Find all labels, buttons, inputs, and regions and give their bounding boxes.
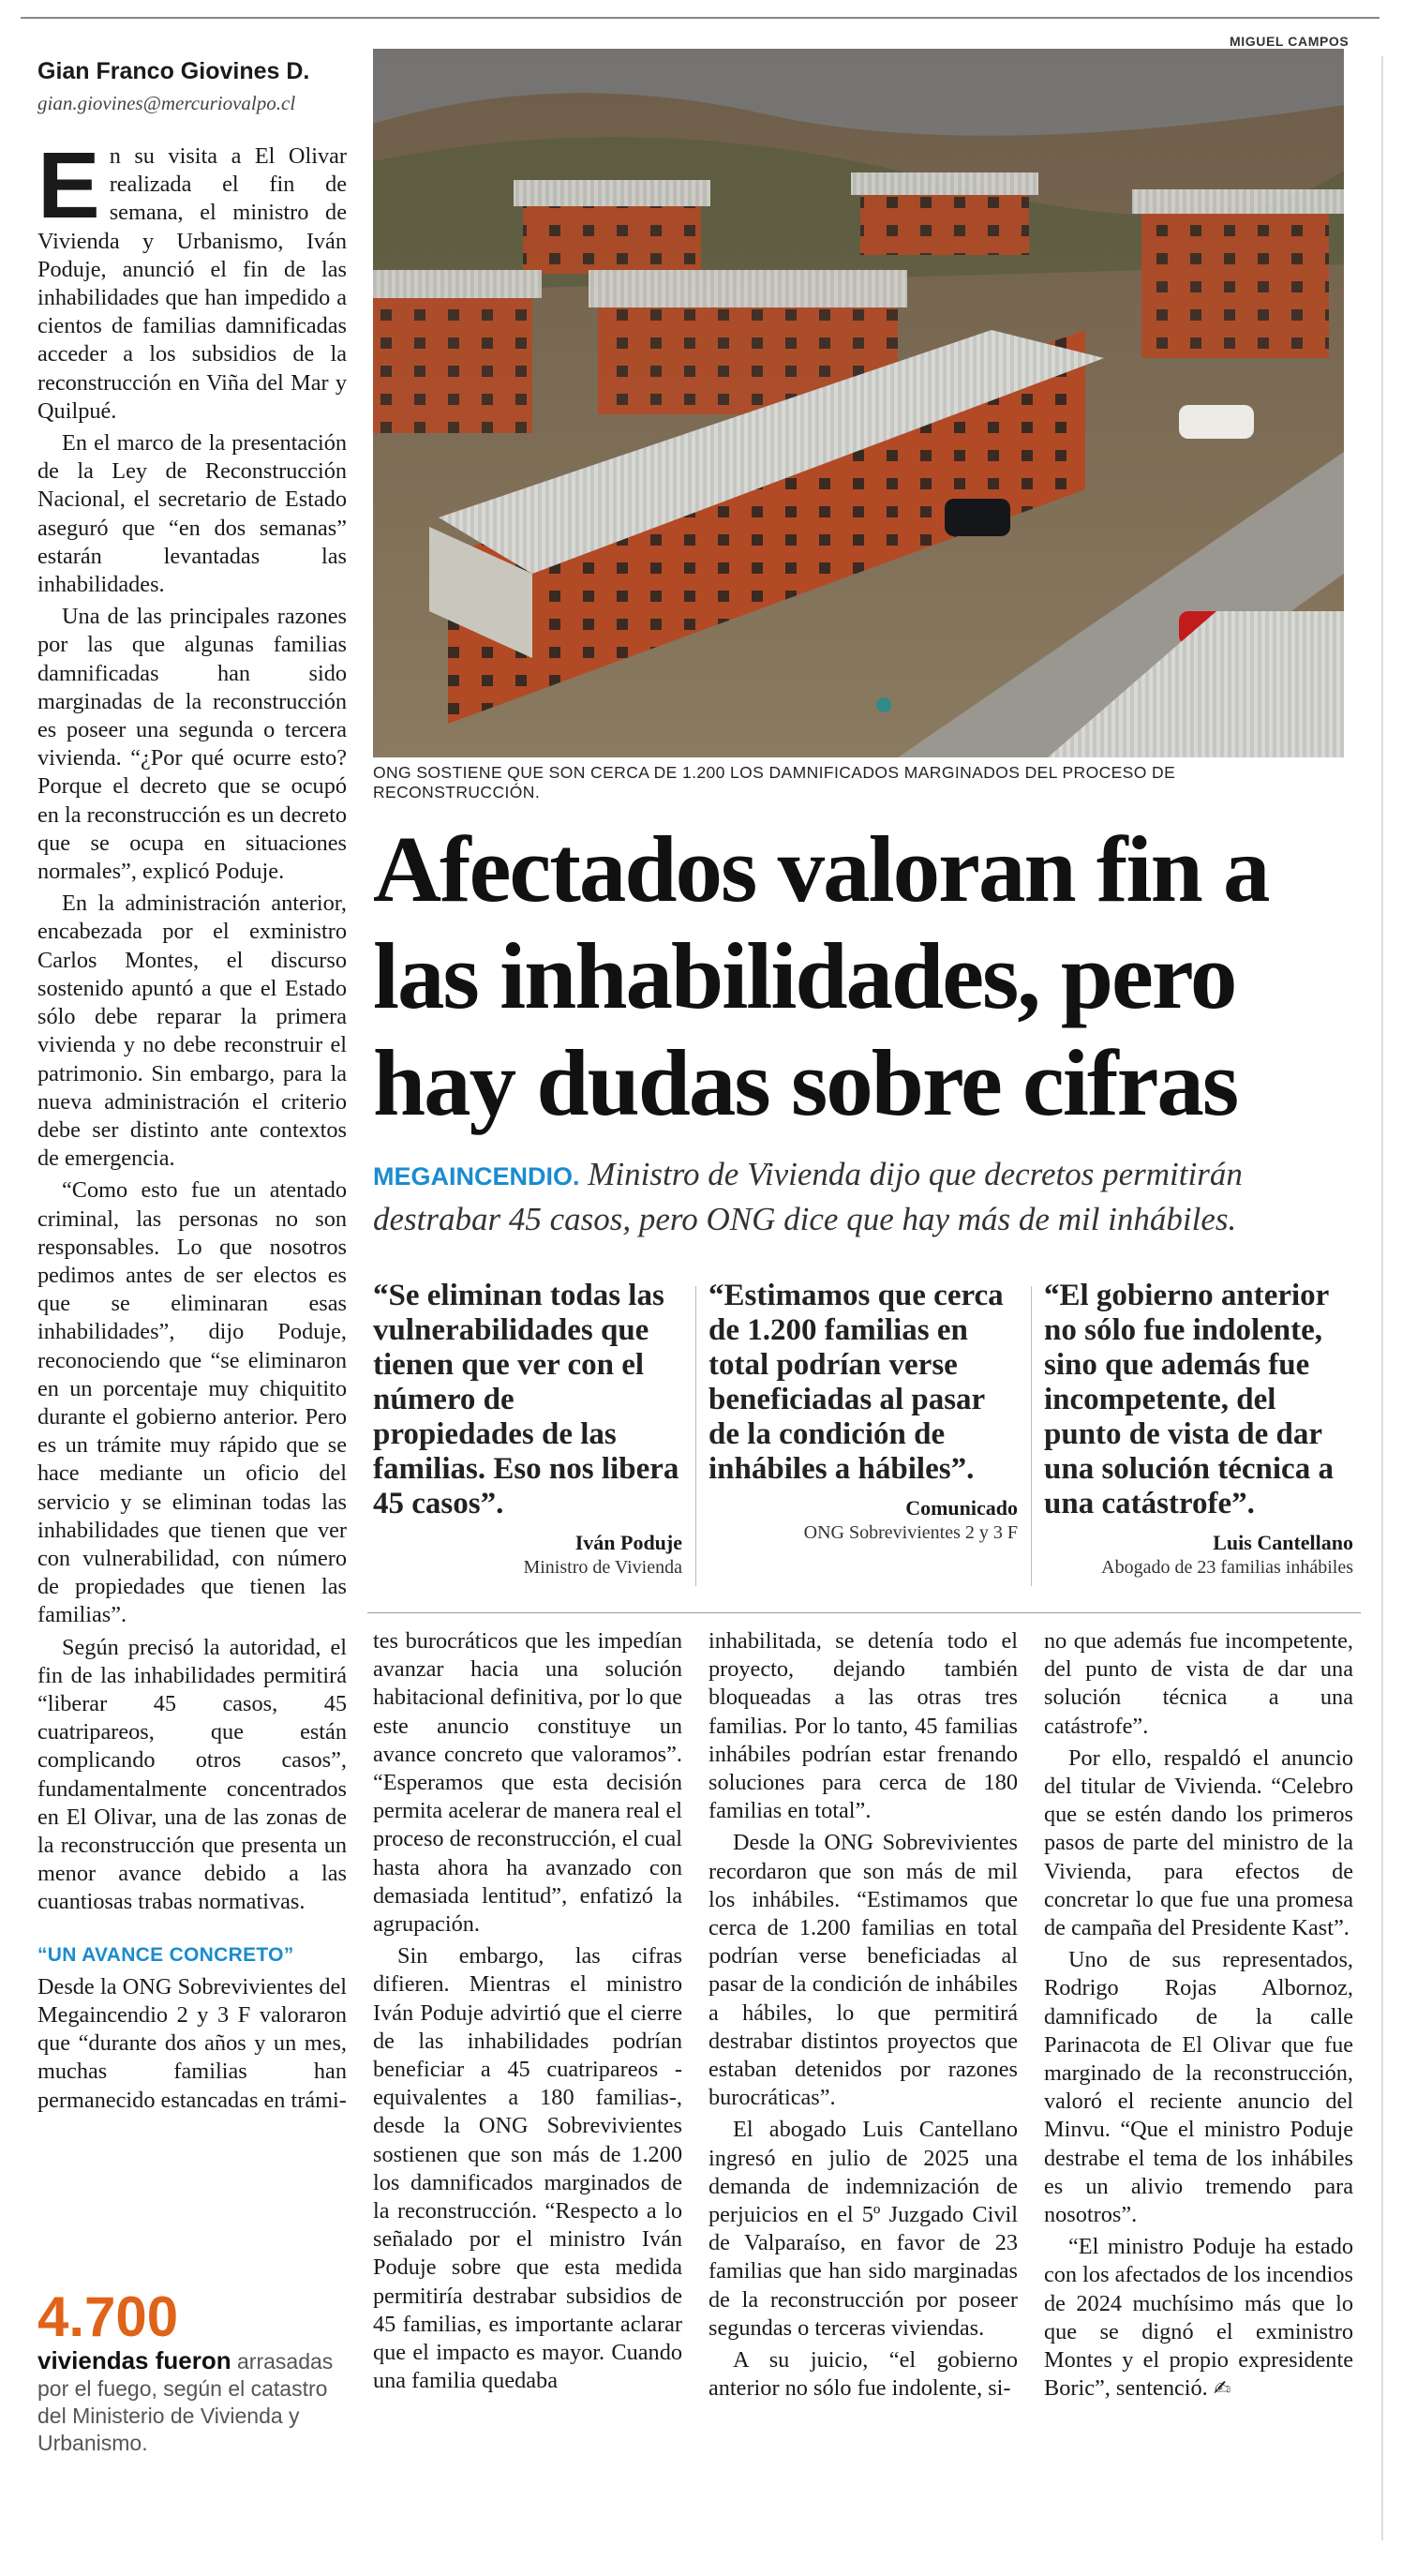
paragraph: Desde la ONG Sobrevivientes del Megaincendio 2 y 3 F valoraron que “durante dos años y un mes, muchas familias han permanecido estancadas en trámi-	[37, 1973, 347, 2113]
paragraph: Sin embargo, las cifras difieren. Mientras el ministro Iván Poduje advirtió que el cierre de las inhabilidades podrían beneficiar a 45 cuatripareos -equivalentes a 180 familias-, desde la ONG Sobrevivientes sostienen que son más de 1.200 los damnificados marginados de la reconstrucción. “Respecto a lo señalado por el ministro Iván Poduje sobre que esta medida permitiría destrabar subsidios de 45 familias, es importante aclarar que el impacto es mayor. Cuando una familia quedaba	[373, 1943, 682, 2394]
paragraph: En el marco de la presentación de la Ley de Reconstrucción Nacional, el secretario de Estado aseguró que “en dos semanas” estarán levantadas las inhabilidades.	[37, 430, 347, 598]
byline-email[interactable]: gian.giovines@mercuriovalpo.cl	[37, 92, 296, 114]
paragraph: “El ministro Poduje ha estado con los afectados de los incendios de 2024 muchísimo más que lo que se dignó el exministro Montes y el propio expresidente Boric”, sentenció. ✍	[1044, 2234, 1353, 2402]
paragraph: Por ello, respaldó el anuncio del titular de Vivienda. “Celebro que se estén dando los primeros pasos de parte del ministro de la Vivienda, para efectos de concretar lo que fue una promesa de campaña del Presidente Kast”.	[1044, 1745, 1353, 1941]
quote-text: “El gobierno anterior no sólo fue indolente, sino que además fue incompetente, del punto de vista de dar una solución técnica a una catástrofe”.	[1044, 1279, 1334, 1520]
pull-quote	[1044, 1279, 1353, 1579]
paragraph: Uno de sus representados, Rodrigo Rojas Albornoz, damnificado de la calle Parinacota de El Olivar que fue marginado de la reconstrucción, valoró el reciente anuncio del Minvu. “Que el ministro Poduje destrabe el tema de los inhábiles es un alivio tremendo para nosotros”.	[1044, 1947, 1353, 2228]
paragraph: inhabilitada, se detenía todo el proyecto, dejando también bloqueadas a las otras tres familias. Por lo tanto, 45 familias inhábiles podrían estar frenando soluciones para cerca de 180 familias en total”.	[708, 1628, 1018, 1824]
photo-caption: ONG SOSTIENE QUE SON CERCA DE 1.200 LOS DAMNIFICADOS MARGINADOS DEL PROCESO DE RECONSTRUCCIÓN.	[373, 763, 1176, 801]
column-3	[708, 1627, 1018, 2406]
quote-author: Comunicado	[905, 1496, 1018, 1520]
quote-divider	[695, 1286, 696, 1586]
quote-divider	[1031, 1286, 1032, 1586]
page-edge-rule	[1381, 56, 1383, 2540]
housing-complex-illustration	[373, 49, 1344, 757]
section-divider	[367, 1612, 1361, 1613]
top-rule	[21, 17, 1380, 19]
stat-number: 4.700	[37, 2285, 179, 2348]
paragraph: Desde la ONG Sobrevivientes recordaron que son más de mil los inhábiles. “Estimamos que cerca de 1.200 familias en total podrían verse beneficiadas al pasar de la condición de inhábiles a hábiles, lo que permitirá destrabar distintos proyectos que estaban detenidos por razones burocráticas”.	[708, 1830, 1018, 2111]
column-2	[373, 1627, 682, 2399]
stat-text: viviendas fueron arrasadas por el fuego, según el catastro del Ministerio de Vivienda y Urbanismo.	[37, 2346, 334, 2455]
paragraph: En la administración anterior, encabezada por el exministro Carlos Montes, el discurso sostenido apuntó a que el Estado sólo debe reparar la primera vivienda y no debe reconstruir el patrimonio. Sin embargo, para la nueva administración el criterio debe ser distinto ante contextos de emergencia.	[37, 891, 347, 1172]
news-photo	[373, 49, 1344, 757]
standfirst-text: Ministro de Vivienda dijo que decretos permitirán destrabar 45 casos, pero ONG dice que hay más de mil inhábiles.	[373, 1156, 1243, 1237]
quote-text: “Se eliminan todas las vulnerabilidades que tienen que ver con el número de propiedades de las familias. Eso nos libera 45 casos”.	[373, 1279, 679, 1520]
quote-role: Ministro de Vivienda	[523, 1557, 682, 1578]
drop-cap: E	[37, 133, 100, 238]
paragraph: El abogado Luis Cantellano ingresó en julio de 2025 una demanda de indemnización de perjuicios en el 5º Juzgado Civil de Valparaíso, en favor de 23 familias que han sido marginadas de la reconstrucción por poseer segundas o terceras viviendas.	[708, 2117, 1018, 2341]
paragraph: A su juicio, “el gobierno anterior no sólo fue indolente, si-	[708, 2347, 1018, 2402]
headline: Afectados valoran fin a las inhabilidades, pero hay dudas sobre cifras	[373, 816, 1269, 1135]
paragraph: no que además fue incompetente, del punto de vista de dar una solución técnica a una catástrofe”.	[1044, 1628, 1353, 1739]
photo-credit: MIGUEL CAMPOS	[1230, 34, 1350, 49]
end-mark-icon: ✍	[1213, 2377, 1231, 2402]
pull-quote	[373, 1279, 682, 1579]
quote-author: Iván Poduje	[574, 1531, 682, 1554]
byline-author: Gian Franco Giovines D.	[37, 58, 310, 84]
subhead: “UN AVANCE CONCRETO”	[37, 1943, 294, 1966]
quote-text: “Estimamos que cerca de 1.200 familias en total podrían verse beneficiadas al pasar de la condición de inhábiles a hábiles”.	[708, 1279, 1004, 1486]
paragraph: En su visita a El Olivar realizada el fin de semana, el ministro de Vivienda y Urbanismo, Iván Poduje, anunció el fin de las inhabilidades que han impedido a cientos de familias damnificadas acceder a los subsidios de la reconstrucción en Viña del Mar y Quilpué.	[37, 133, 347, 424]
paragraph: “Como esto fue un atentado criminal, las personas no son responsables. Lo que nosotros pedimos antes de ser electos es que se eliminaran esas inhabilidades”, dijo Poduje, reconociendo que “se eliminaron en un porcentaje muy chiquitito durante el gobierno anterior. Pero es un trámite muy rápido que se hace mediante un oficio del servicio y se eliminan todas las inhabilidades que tienen que ver con vulnerabilidad, con número de propiedades que tienen las familias”.	[37, 1177, 347, 1628]
column-4	[1044, 1627, 1353, 2407]
section-tag: MEGAINCENDIO.	[373, 1162, 580, 1191]
paragraph: tes burocráticos que les impedían avanzar hacia una solución habitacional definitiva, por lo que este anuncio constituye un avance concreto que valoramos”. “Esperamos que esta decisión permita acelerar de manera real el proceso de reconstrucción, el cual hasta ahora ha avanzado con demasiada lentitud”, enfatizó la agrupación.	[373, 1628, 682, 1938]
quote-role: Abogado de 23 familias inhábiles	[1101, 1557, 1353, 1578]
standfirst	[373, 1153, 1357, 1241]
paragraph: Según precisó la autoridad, el fin de las inhabilidades permitirá “liberar 45 casos, 45 cuatripareos, que están complicando otros casos”, fundamentalmente concentrados en El Olivar, una de las zonas de la reconstrucción que presenta un menor avance debido a las cuantiosas trabas normativas.	[37, 1634, 347, 1915]
quote-role: ONG Sobrevivientes 2 y 3 F	[803, 1522, 1018, 1543]
quote-author: Luis Cantellano	[1213, 1531, 1353, 1554]
pull-quote	[708, 1279, 1018, 1544]
stat-box	[37, 2287, 347, 2457]
column-1	[37, 133, 347, 2119]
paragraph: Una de las principales razones por las que algunas familias damnificadas han sido marginadas de la reconstrucción es poseer una segunda o tercera vivienda. “¿Por qué ocurre esto? Porque el decreto que se ocupó en la reconstrucción es un decreto que se ocupa en situaciones normales”, explicó Poduje.	[37, 604, 347, 885]
